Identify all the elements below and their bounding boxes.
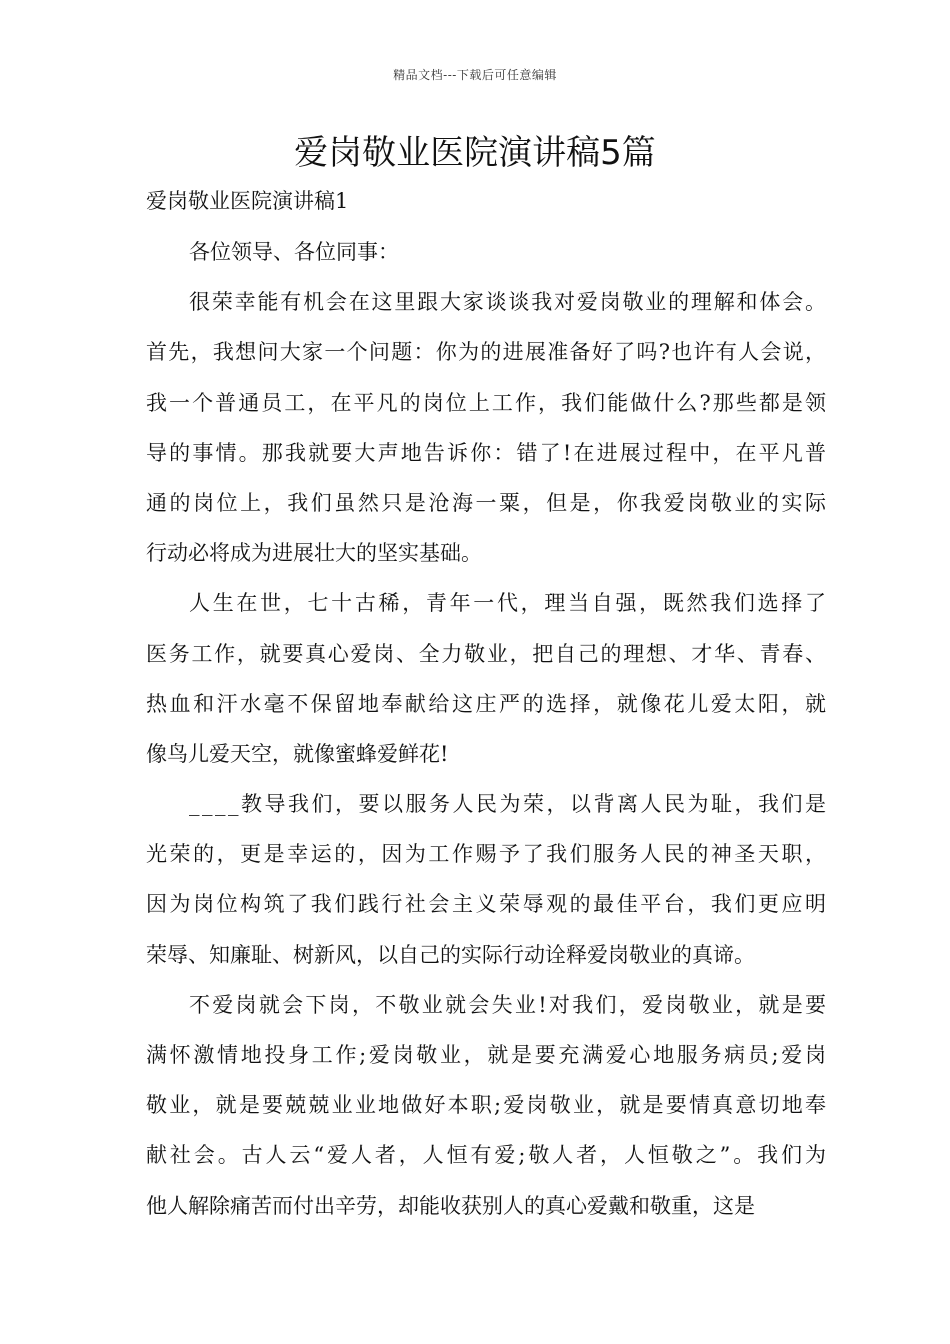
page-title: 爱岗敬业医院演讲稿5篇 — [294, 133, 656, 173]
text-line: 首先，我想问大家一个问题：你为的进展准备好了吗?也许有人会说， — [146, 340, 828, 365]
text-line: 人生在世，七十古稀，青年一代，理当自强，既然我们选择了 — [189, 591, 829, 616]
text-line: 像鸟儿爱天空，就像蜜蜂爱鲜花! — [146, 741, 449, 766]
text-line: 通的岗位上，我们虽然只是沧海一粟，但是，你我爱岗敬业的实际 — [146, 490, 829, 515]
text-line: 敬业，就是要兢兢业业地做好本职;爱岗敬业，就是要情真意切地奉 — [146, 1093, 829, 1118]
text-line: 不爱岗就会下岗，不敬业就会失业!对我们，爱岗敬业，就是要 — [189, 992, 829, 1017]
text-line: 满怀激情地投身工作;爱岗敬业，就是要充满爱心地服务病员;爱岗 — [146, 1043, 829, 1067]
header-note: 精品文档---下载后可任意编辑 — [393, 68, 557, 82]
text-line: 医务工作，就要真心爱岗、全力敬业，把自己的理想、才华、青春、 — [146, 641, 828, 666]
body-text — [146, 232, 829, 1236]
text-line: 献社会。古人云“爱人者，人恒有爱;敬人者，人恒敬之”。我们为 — [146, 1143, 829, 1168]
text-line: 他人解除痛苦而付出辛劳，却能收获别人的真心爱戴和敬重，这是 — [146, 1193, 755, 1218]
text-line: 荣辱、知廉耻、树新风，以自己的实际行动诠释爱岗敬业的真谛。 — [146, 942, 755, 967]
text-line: 因为岗位构筑了我们践行社会主义荣辱观的最佳平台，我们更应明 — [146, 892, 829, 917]
text-line: 很荣幸能有机会在这里跟大家谈谈我对爱岗敬业的理解和体会。 — [189, 290, 828, 315]
section-heading: 爱岗敬业医院演讲稿1 — [146, 189, 349, 213]
text-line: 我一个普通员工，在平凡的岗位上工作，我们能做什么?那些都是领 — [146, 390, 829, 415]
text-line: 导的事情。那我就要大声地告诉你：错了!在进展过程中，在平凡普 — [146, 440, 829, 465]
text-line: 各位领导、各位同事： — [189, 240, 399, 264]
text-line: 光荣的，更是幸运的，因为工作赐予了我们服务人民的神圣天职， — [146, 842, 829, 867]
text-line: 热血和汗水毫不保留地奉献给这庄严的选择，就像花儿爱太阳，就 — [146, 691, 829, 716]
text-line: ____教导我们，要以服务人民为荣，以背离人民为耻，我们是 — [189, 792, 829, 817]
text-line: 行动必将成为进展壮大的坚实基础。 — [146, 541, 482, 566]
